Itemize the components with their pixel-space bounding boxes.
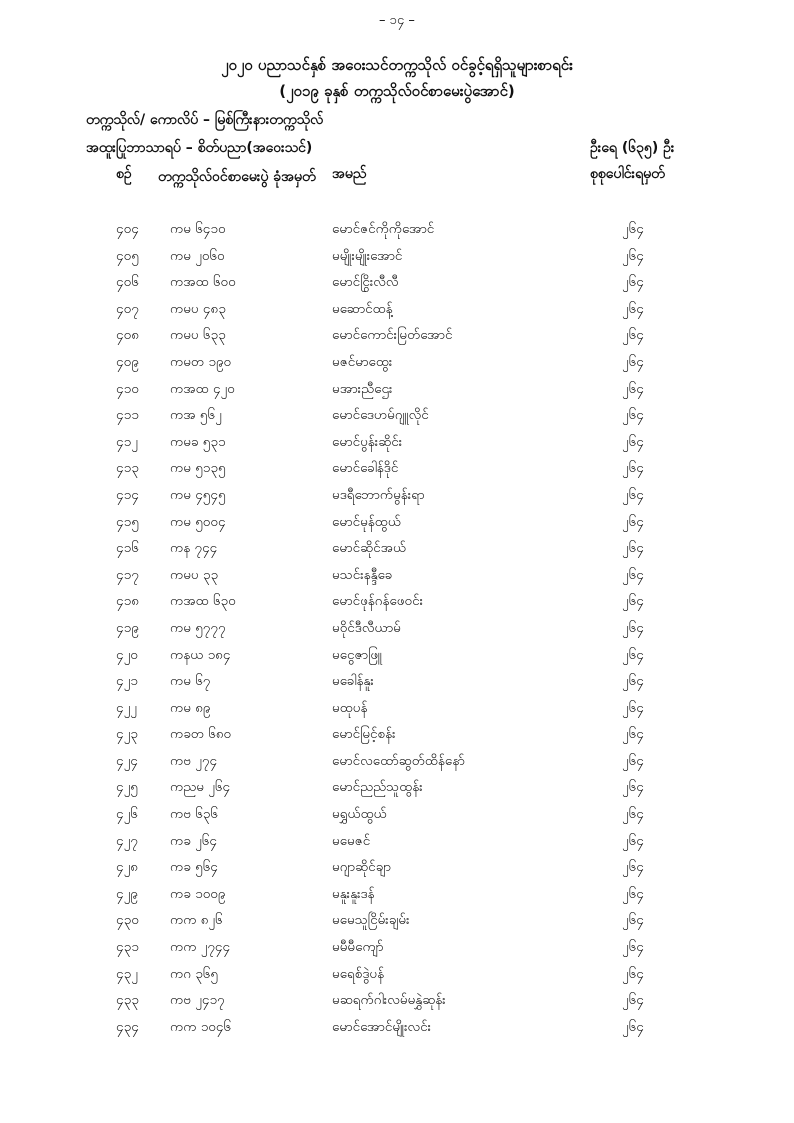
total-marks-cell: ၂၆၄ xyxy=(622,939,644,956)
total-marks-cell: ၂၆၄ xyxy=(622,912,644,929)
total-marks-cell: ၂၆၄ xyxy=(622,247,644,264)
name-cell: မမေဇင် xyxy=(332,832,371,849)
table-row xyxy=(0,535,794,562)
table-row xyxy=(0,429,794,456)
table-row xyxy=(0,801,794,828)
name-cell: မဆောင်ထန့် xyxy=(332,300,393,317)
serial-cell: ၄၃၀ xyxy=(116,912,139,929)
total-marks-cell: ၂၆၄ xyxy=(622,486,644,503)
name-cell: မဇင်မာထွေး xyxy=(332,353,393,370)
table-row xyxy=(0,642,794,669)
table-row xyxy=(0,269,794,296)
total-marks-cell: ၂၆၄ xyxy=(622,433,644,450)
serial-cell: ၄၁၁ xyxy=(116,407,139,424)
total-marks-cell: ၂၆၄ xyxy=(622,699,644,716)
table-row xyxy=(0,216,794,243)
total-marks-cell: ၂၆၄ xyxy=(622,221,644,237)
roll-number-cell: ကမပ ၄၈၃ xyxy=(170,300,226,317)
serial-cell: ၄၃၂ xyxy=(116,965,138,982)
serial-cell: ၄၀၆ xyxy=(116,274,139,291)
total-marks-cell: ၂၆၄ xyxy=(622,992,644,1009)
name-cell: မအားညီဌေး xyxy=(332,380,393,397)
roll-number-cell: ကမပ ၃၃ xyxy=(170,566,219,583)
header-name: အမည် xyxy=(332,166,367,182)
total-marks-cell: ၂၆၄ xyxy=(622,513,644,530)
roll-number-cell: ကမ ၂၀၆၀ xyxy=(170,247,225,264)
table-row xyxy=(0,509,794,536)
serial-cell: ၄၂၁ xyxy=(116,673,138,690)
serial-cell: ၄၁၈ xyxy=(116,593,139,610)
name-cell: မောင်ခေါန်ဒိုင် xyxy=(332,460,399,477)
name-cell: မခေါန်နူး xyxy=(332,673,374,690)
total-marks-cell: ၂၆၄ xyxy=(622,779,644,796)
serial-cell: ၄၂၀ xyxy=(116,646,138,663)
total-marks-cell: ၂၆၄ xyxy=(622,859,644,876)
name-cell: မရွှယ်ထွယ် xyxy=(332,806,387,823)
table-row xyxy=(0,774,794,801)
total-marks-cell: ၂၆၄ xyxy=(622,593,644,610)
serial-cell: ၄၂၂ xyxy=(116,699,137,716)
subject-line: အထူးပြုဘာသာရပ် – စိတ်ပညာ(အဝေးသင်) xyxy=(86,140,313,156)
name-cell: မဒရီဘောက်မွန်းရာ xyxy=(332,486,425,503)
serial-cell: ၄၀၅ xyxy=(116,247,139,264)
total-marks-cell: ၂၆၄ xyxy=(622,407,644,424)
page-number: – ၁၄ – xyxy=(379,13,415,28)
name-cell: မဝိုင်ဒီလီယာမ် xyxy=(332,619,401,636)
name-cell: မောင်ကောင်းမြတ်အောင် xyxy=(332,327,453,344)
table-row xyxy=(0,376,794,403)
total-marks-cell: ၂၆၄ xyxy=(622,327,644,344)
name-cell: မောင်အောင်မျိုးလင်း xyxy=(332,1018,432,1035)
roll-number-cell: ကက ၁၀၄၆ xyxy=(170,1018,232,1035)
name-cell: မောင်ဖုန်ဂန်ဖေဝင်း xyxy=(332,593,424,610)
total-marks-cell: ၂၆၄ xyxy=(622,1018,644,1035)
serial-cell: ၄၁၀ xyxy=(116,380,139,397)
total-marks-cell: ၂၆၄ xyxy=(622,566,644,583)
header-total-marks: စုစုပေါင်းရမှတ် xyxy=(590,166,665,182)
total-marks-cell: ၂၆၄ xyxy=(622,646,644,663)
total-marks-cell: ၂၆၄ xyxy=(622,300,644,317)
name-cell: မောင်ညည်သူထွန်း xyxy=(332,779,423,796)
serial-cell: ၄၀၇ xyxy=(116,300,139,317)
roll-number-cell: ကအထ ၄၂၀ xyxy=(170,380,235,397)
total-marks-cell: ၂၆၄ xyxy=(622,274,644,291)
document-subtitle: (၂၀၁၉ ခုနှစ် တက္ကသိုလ်ဝင်စာမေးပွဲအောင်) xyxy=(279,82,515,100)
roll-number-cell: ကမ ၈၉ xyxy=(170,699,211,716)
serial-cell: ၄၁၇ xyxy=(116,566,139,583)
total-marks-cell: ၂၆၄ xyxy=(622,832,644,849)
serial-cell: ၄၀၄ xyxy=(116,221,139,237)
total-marks-cell: ၂၆၄ xyxy=(622,965,644,982)
serial-cell: ၄၁၃ xyxy=(116,460,139,477)
total-marks-cell: ၂၆၄ xyxy=(622,353,644,370)
roll-number-cell: ကခတ ၆၈၀ xyxy=(170,726,232,743)
header-roll-number: တက္ကသိုလ်ဝင်စာမေးပွဲ ခုံအမှတ် xyxy=(158,169,316,185)
name-cell: မဆရက်ဂါးလမ်မနွှဲဆုန်း xyxy=(332,992,446,1009)
table-row xyxy=(0,349,794,376)
roll-number-cell: ကမ ၄၅၄၅ xyxy=(170,486,226,503)
roll-number-cell: ကခ ၅၆၄ xyxy=(170,859,218,876)
roll-number-cell: ကက ၈၂၆ xyxy=(170,912,223,929)
table-row xyxy=(0,588,794,615)
name-cell: မောင်ဆိုင်အယ် xyxy=(332,540,407,557)
table-row xyxy=(0,668,794,695)
serial-cell: ၄၃၃ xyxy=(116,992,139,1009)
serial-cell: ၄၂၄ xyxy=(116,752,138,769)
serial-cell: ၄၁၆ xyxy=(116,540,139,557)
table-row xyxy=(0,482,794,509)
roll-number-cell: ကမ ၅၁၃၅ xyxy=(170,460,226,477)
table-row xyxy=(0,934,794,961)
name-cell: မောင်မုန်ထွယ် xyxy=(332,513,401,530)
table-row xyxy=(0,881,794,908)
roll-number-cell: ကဂ ၃၆၅ xyxy=(170,965,218,982)
total-marks-cell: ၂၆၄ xyxy=(622,806,644,823)
table-row xyxy=(0,402,794,429)
serial-cell: ၄၂၇ xyxy=(116,832,138,849)
name-cell: မောင်ပွန်းဆိုင်း xyxy=(332,433,403,450)
serial-cell: ၄၃၄ xyxy=(116,1018,139,1035)
serial-cell: ၄၂၈ xyxy=(116,859,138,876)
roll-number-cell: ကနယ ၁၈၄ xyxy=(170,646,231,663)
name-cell: မငွေဇာဖြူ xyxy=(332,646,382,663)
roll-number-cell: ကဗ ၂၇၄ xyxy=(170,752,218,769)
roll-number-cell: ကခ ၁၀၀၉ xyxy=(170,885,226,902)
serial-cell: ၄၁၉ xyxy=(116,619,139,636)
table-row xyxy=(0,1014,794,1041)
total-marks-cell: ၂၆၄ xyxy=(622,460,644,477)
name-cell: မောင်ဇင်ကိုကိုအောင် xyxy=(332,221,435,237)
name-cell: မနူးနူးဒန် xyxy=(332,885,375,902)
total-marks-cell: ၂၆၄ xyxy=(622,726,644,743)
total-marks-cell: ၂၆၄ xyxy=(622,540,644,557)
name-cell: မမျိုးမျိုးအောင် xyxy=(332,247,403,264)
name-cell: မမေသူငြိမ်းချမ်း xyxy=(332,912,410,929)
table-row xyxy=(0,854,794,881)
total-marks-cell: ၂၆၄ xyxy=(622,673,644,690)
header-serial: စဉ် xyxy=(116,166,132,182)
name-cell: မရေစ်ဒွဲပန် xyxy=(332,965,385,982)
serial-cell: ၄၂၉ xyxy=(116,885,138,902)
table-row xyxy=(0,907,794,934)
student-list xyxy=(0,216,794,1040)
roll-number-cell: ကန ၇၄၄ xyxy=(170,540,218,557)
roll-number-cell: ကဗ ၆၃၆ xyxy=(170,806,218,823)
table-row xyxy=(0,721,794,748)
document-title: ၂၀၂၀ ပညာသင်နှစ် အဝေးသင်တက္ကသိုလ် ဝင်ခွင့်ရရှိသူများစာရင်း xyxy=(221,56,573,74)
total-marks-cell: ၂၆၄ xyxy=(622,752,644,769)
roll-number-cell: ကမ ၆၄၁၀ xyxy=(170,221,226,237)
roll-number-cell: ကအ ၅၆၂ xyxy=(170,407,222,424)
roll-number-cell: ကညမ ၂၆၄ xyxy=(170,779,231,796)
name-cell: မောင်လထော်ဆွတ်ထိန်နော် xyxy=(332,752,465,769)
table-row xyxy=(0,828,794,855)
table-row xyxy=(0,615,794,642)
name-cell: မမီမီကျော် xyxy=(332,939,384,956)
roll-number-cell: ကမတ ၁၉၀ xyxy=(170,353,232,370)
roll-number-cell: ကမပ ၆၃၃ xyxy=(170,327,226,344)
name-cell: မသင်းနန္ဒီခေ xyxy=(332,566,393,583)
serial-cell: ၄၃၁ xyxy=(116,939,139,956)
table-row xyxy=(0,455,794,482)
roll-number-cell: ကမ ၅၀၀၄ xyxy=(170,513,226,530)
table-row xyxy=(0,562,794,589)
university-line: တက္ကသိုလ်/ ကောလိပ် – မြစ်ကြီးနားတက္ကသိုလ် xyxy=(86,112,324,128)
table-row xyxy=(0,322,794,349)
roll-number-cell: ကအထ ၆၀၀ xyxy=(170,274,236,291)
name-cell: မောင်ဒေဟမ်ဂျူလိုင် xyxy=(332,407,429,424)
name-cell: မောင်ငြွိးလီလီ xyxy=(332,274,399,291)
serial-cell: ၄၁၅ xyxy=(116,513,139,530)
roll-number-cell: ကမခ ၅၃၁ xyxy=(170,433,226,450)
roll-number-cell: ကဗ ၂၄၁၇ xyxy=(170,992,225,1009)
roll-number-cell: ကအထ ၆၃၀ xyxy=(170,593,236,610)
total-marks-cell: ၂၆၄ xyxy=(622,885,644,902)
name-cell: မောင်မြင့်စန်း xyxy=(332,726,396,743)
serial-cell: ၄၀၈ xyxy=(116,327,139,344)
table-row xyxy=(0,987,794,1014)
roll-number-cell: ကခ ၂၆၄ xyxy=(170,832,217,849)
roll-number-cell: ကမ ၆၇ xyxy=(170,673,211,690)
serial-cell: ၄၁၄ xyxy=(116,486,139,503)
table-row xyxy=(0,748,794,775)
serial-cell: ၄၂၅ xyxy=(116,779,138,796)
serial-cell: ၄၂၆ xyxy=(116,806,138,823)
name-cell: မထုပန် xyxy=(332,699,368,716)
table-row xyxy=(0,695,794,722)
serial-cell: ၄၂၃ xyxy=(116,726,138,743)
serial-cell: ၄၁၂ xyxy=(116,433,138,450)
table-row xyxy=(0,961,794,988)
count-line: ဦးရေ (၆၃၅) ဦး xyxy=(590,140,675,156)
serial-cell: ၄၀၉ xyxy=(116,353,139,370)
roll-number-cell: ကမ ၅၇၇၇ xyxy=(170,619,226,636)
total-marks-cell: ၂၆၄ xyxy=(622,380,644,397)
table-row xyxy=(0,243,794,270)
table-row xyxy=(0,296,794,323)
total-marks-cell: ၂၆၄ xyxy=(622,619,644,636)
roll-number-cell: ကက ၂၇၄၄ xyxy=(170,939,231,956)
name-cell: မဂျာဆိုင်ချာ xyxy=(332,859,391,876)
